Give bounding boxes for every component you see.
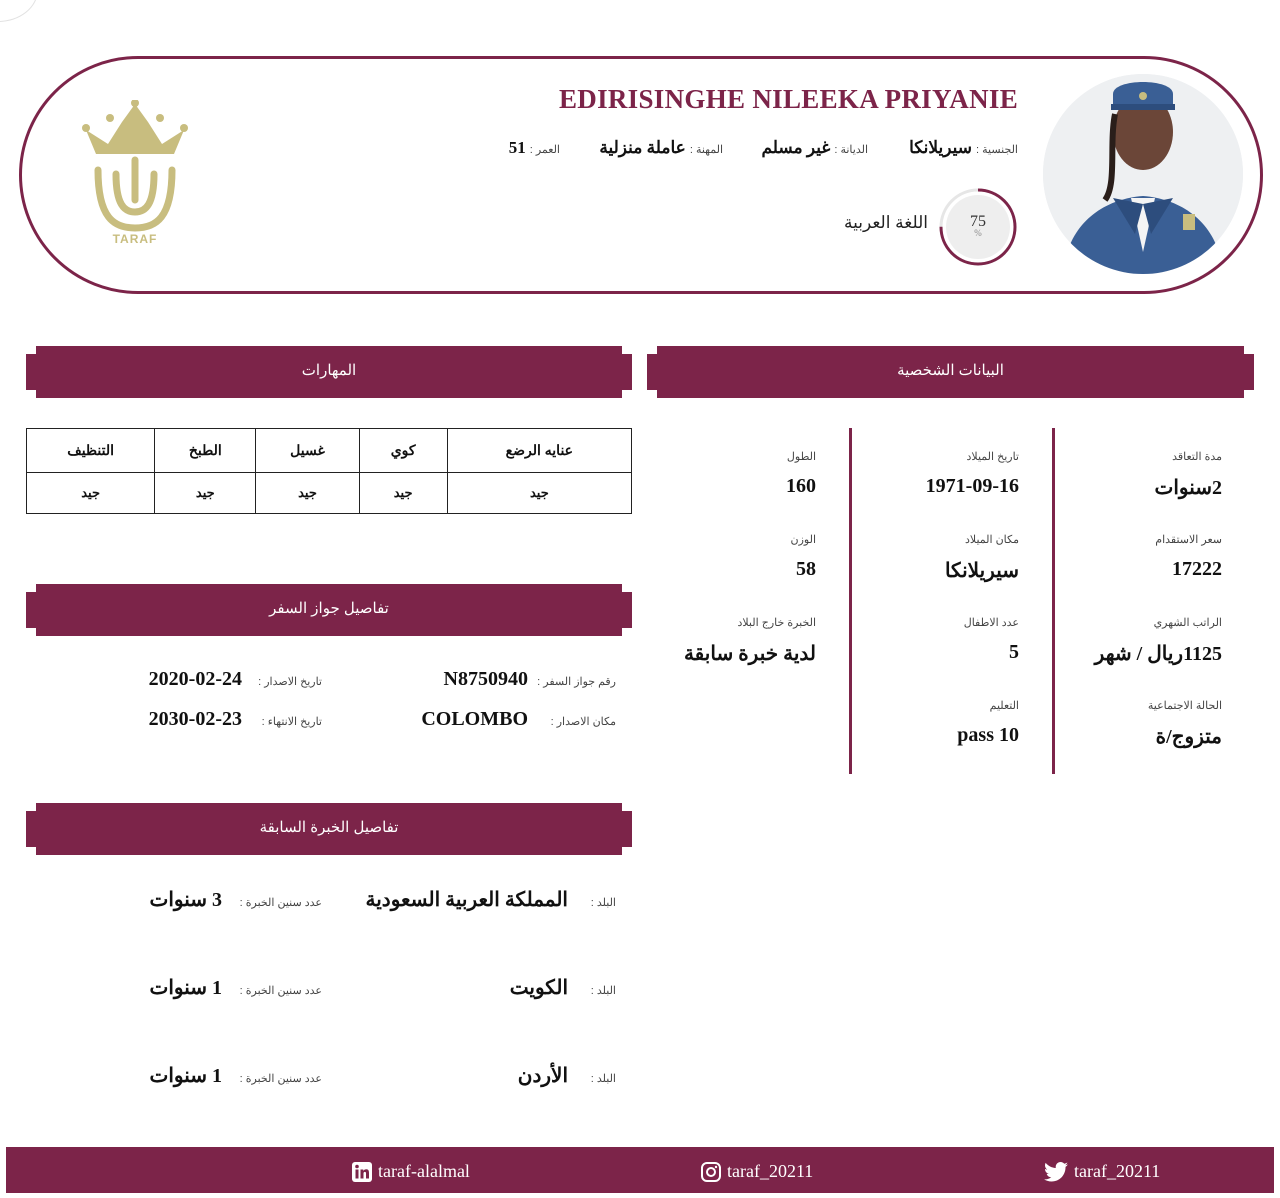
logo-text: TARAF bbox=[112, 232, 158, 246]
experience-country-field: البلد : الكويت bbox=[509, 977, 616, 999]
weight-field: الوزن 58 bbox=[790, 534, 816, 580]
expiry-date-field: تاريخ الانتهاء : 2030-02-23 bbox=[148, 708, 322, 730]
taraf-logo bbox=[80, 100, 190, 250]
birth-date-field: تاريخ الميلاد 1971-09-16 bbox=[925, 451, 1019, 497]
twitter-handle: taraf_20211 bbox=[1074, 1161, 1161, 1181]
table-cell: جيد bbox=[27, 473, 155, 514]
skills-banner bbox=[26, 346, 632, 398]
table-row bbox=[27, 473, 632, 514]
twitter-link[interactable] bbox=[1044, 1161, 1160, 1182]
candidate-name: EDIRISINGHE NILEEKA PRIYANIE bbox=[558, 84, 1018, 114]
experience-country-field: البلد : الأردن bbox=[517, 1065, 616, 1087]
issue-place-field: مكان الاصدار : COLOMBO bbox=[421, 708, 616, 730]
footer-bar bbox=[6, 1147, 1274, 1193]
passport-title: تفاصيل جواز السفر bbox=[269, 600, 389, 617]
skills-table bbox=[26, 428, 632, 514]
nationality-value: سيريلانكا bbox=[909, 138, 973, 157]
experience-country-field: البلد : المملكة العربية السعودية bbox=[365, 889, 616, 911]
table-header: الطبخ bbox=[155, 429, 256, 473]
issue-date-field: تاريخ الاصدار : 2020-02-24 bbox=[148, 668, 322, 690]
nationality-field: الجنسية : سيريلانكا bbox=[909, 138, 1018, 157]
children-field: عدد الاطفال 5 bbox=[963, 617, 1019, 663]
experience-years-field: عدد سنين الخبرة : 1 سنوات bbox=[149, 977, 322, 999]
experience-years-field: عدد سنين الخبرة : 3 سنوات bbox=[149, 889, 322, 911]
arabic-level-label: اللغة العربية bbox=[843, 213, 928, 232]
table-header: كوي bbox=[359, 429, 447, 473]
table-cell: جيد bbox=[155, 473, 256, 514]
table-cell: جيد bbox=[256, 473, 359, 514]
table-header: غسيل bbox=[256, 429, 359, 473]
arabic-level-badge: 75 % bbox=[946, 195, 1010, 259]
instagram-link[interactable] bbox=[701, 1161, 813, 1182]
passport-number-field: رقم جواز السفر : N8750940 bbox=[443, 668, 616, 690]
skills-title: المهارات bbox=[301, 362, 357, 379]
linkedin-link[interactable] bbox=[352, 1161, 470, 1182]
table-header: عنايه الرضع bbox=[447, 429, 631, 473]
religion-field: الديانة : غير مسلم bbox=[761, 138, 868, 157]
instagram-icon bbox=[701, 1162, 721, 1182]
table-header-row bbox=[27, 429, 632, 473]
candidate-photo bbox=[1043, 74, 1243, 274]
marital-status-field: الحالة الاجتماعية متزوج/ة bbox=[1147, 700, 1222, 748]
arabic-level-value: 75 bbox=[970, 213, 986, 230]
age-value: 51 bbox=[508, 138, 526, 157]
experience-banner bbox=[26, 803, 632, 855]
corner-decoration bbox=[0, 0, 38, 22]
experience-title: تفاصيل الخبرة السابقة bbox=[259, 819, 399, 836]
job-field: المهنة : عاملة منزلية bbox=[599, 138, 723, 157]
linkedin-handle: taraf-alalmal bbox=[378, 1161, 470, 1181]
job-value: عاملة منزلية bbox=[599, 138, 686, 157]
linkedin-icon bbox=[352, 1162, 372, 1182]
recruit-price-field: سعر الاستقدام 17222 bbox=[1155, 534, 1222, 580]
passport-banner bbox=[26, 584, 632, 636]
table-header: التنظيف bbox=[27, 429, 155, 473]
table-cell: جيد bbox=[359, 473, 447, 514]
birth-place-field: مكان الميلاد سيريلانكا bbox=[944, 534, 1019, 582]
table-cell: جيد bbox=[447, 473, 631, 514]
experience-years-field: عدد سنين الخبرة : 1 سنوات bbox=[149, 1065, 322, 1087]
height-field: الطول 160 bbox=[786, 451, 816, 497]
abroad-experience-field: الخبرة خارج البلاد لدية خبرة سابقة bbox=[683, 617, 816, 665]
education-field: التعليم pass 10 bbox=[957, 700, 1019, 746]
personal-data-title: البيانات الشخصية bbox=[897, 362, 1004, 379]
personal-data-banner bbox=[647, 346, 1254, 398]
salary-field: الراتب الشهري 1125ريال / شهر bbox=[1094, 617, 1222, 665]
twitter-icon bbox=[1044, 1162, 1068, 1182]
instagram-handle: taraf_20211 bbox=[727, 1161, 814, 1181]
age-field: العمر : 51 bbox=[508, 138, 560, 157]
religion-value: غير مسلم bbox=[761, 138, 831, 157]
contract-field: مدة التعاقد 2سنوات bbox=[1154, 451, 1222, 499]
